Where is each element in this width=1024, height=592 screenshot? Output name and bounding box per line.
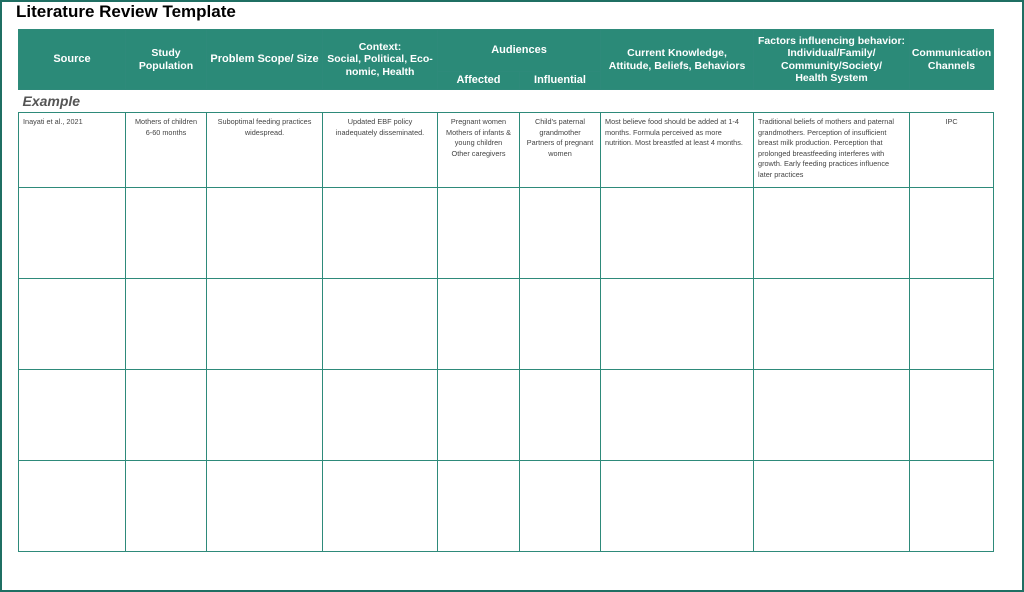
empty-cell[interactable] <box>207 279 323 370</box>
empty-cell[interactable] <box>520 461 601 552</box>
empty-cell[interactable] <box>520 370 601 461</box>
header-audiences: Audiences <box>438 30 601 72</box>
header-problem-scope: Problem Scope/ Size <box>207 30 323 90</box>
empty-cell[interactable] <box>601 279 754 370</box>
empty-cell[interactable] <box>754 370 910 461</box>
empty-cell[interactable] <box>601 461 754 552</box>
table-row <box>19 113 994 188</box>
empty-cell[interactable] <box>520 279 601 370</box>
literature-review-table <box>18 29 994 552</box>
empty-cell[interactable] <box>910 188 994 279</box>
empty-cell[interactable] <box>19 188 126 279</box>
header-communication-channels: Communication Channels <box>910 30 994 90</box>
table-row <box>19 279 994 370</box>
empty-cell[interactable] <box>438 279 520 370</box>
empty-cell[interactable] <box>910 279 994 370</box>
cell-influential[interactable]: Child's paternal grandmother Partners of pregnant women <box>520 113 601 188</box>
empty-cell[interactable] <box>323 279 438 370</box>
empty-cell[interactable] <box>754 279 910 370</box>
cell-affected[interactable]: Pregnant women Mothers of infants & young children Other caregivers <box>438 113 520 188</box>
empty-cell[interactable] <box>323 461 438 552</box>
empty-cell[interactable] <box>207 370 323 461</box>
empty-cell[interactable] <box>601 188 754 279</box>
header-row <box>19 30 994 72</box>
cell-context[interactable]: Updated EBF policy inadequately disseminated. <box>323 113 438 188</box>
header-factors: Factors influencing behavior: Individual/Family/ Community/Society/ Health System <box>754 30 910 90</box>
empty-cell[interactable] <box>601 370 754 461</box>
header-current-knowledge: Current Knowledge, Attitude, Beliefs, Behaviors <box>601 30 754 90</box>
empty-cell[interactable] <box>323 370 438 461</box>
empty-cell[interactable] <box>754 461 910 552</box>
example-label: Example <box>22 93 81 109</box>
empty-cell[interactable] <box>207 188 323 279</box>
empty-cell[interactable] <box>126 370 207 461</box>
empty-cell[interactable] <box>754 188 910 279</box>
empty-cell[interactable] <box>438 188 520 279</box>
page-title: Literature Review Template <box>16 2 236 21</box>
cell-communication-channels[interactable]: IPC <box>910 113 994 188</box>
empty-cell[interactable] <box>19 370 126 461</box>
header-context: Context: Social, Political, Eco- nomic, Health <box>323 30 438 90</box>
header-affected: Affected <box>438 72 520 90</box>
header-influential: Influential <box>520 72 601 90</box>
cell-study-population[interactable]: Mothers of children 6-60 months <box>126 113 207 188</box>
empty-cell[interactable] <box>126 279 207 370</box>
header-source: Source <box>19 30 126 90</box>
empty-cell[interactable] <box>910 370 994 461</box>
empty-cell[interactable] <box>520 188 601 279</box>
cell-source[interactable]: Inayati et al., 2021 <box>19 113 126 188</box>
table-row <box>19 370 994 461</box>
empty-cell[interactable] <box>126 461 207 552</box>
empty-cell[interactable] <box>207 461 323 552</box>
empty-cell[interactable] <box>438 370 520 461</box>
empty-cell[interactable] <box>910 461 994 552</box>
table-row <box>19 188 994 279</box>
empty-cell[interactable] <box>19 279 126 370</box>
empty-cell[interactable] <box>126 188 207 279</box>
example-label-row <box>19 90 994 113</box>
table-row <box>19 461 994 552</box>
empty-cell[interactable] <box>19 461 126 552</box>
cell-problem-scope[interactable]: Suboptimal feeding practices widespread. <box>207 113 323 188</box>
empty-cell[interactable] <box>438 461 520 552</box>
cell-factors[interactable]: Traditional beliefs of mothers and paternal grandmothers. Perception of insufficient breast milk production. Perception that prolonged breastfeeding interferes with growth. Early feeding practices influence later practices <box>754 113 910 188</box>
empty-cell[interactable] <box>323 188 438 279</box>
header-study-population: Study Population <box>126 30 207 90</box>
cell-current-knowledge[interactable]: Most believe food should be added at 1-4 months. Formula perceived as more nutrition. Most breastfed at least 4 months. <box>601 113 754 188</box>
